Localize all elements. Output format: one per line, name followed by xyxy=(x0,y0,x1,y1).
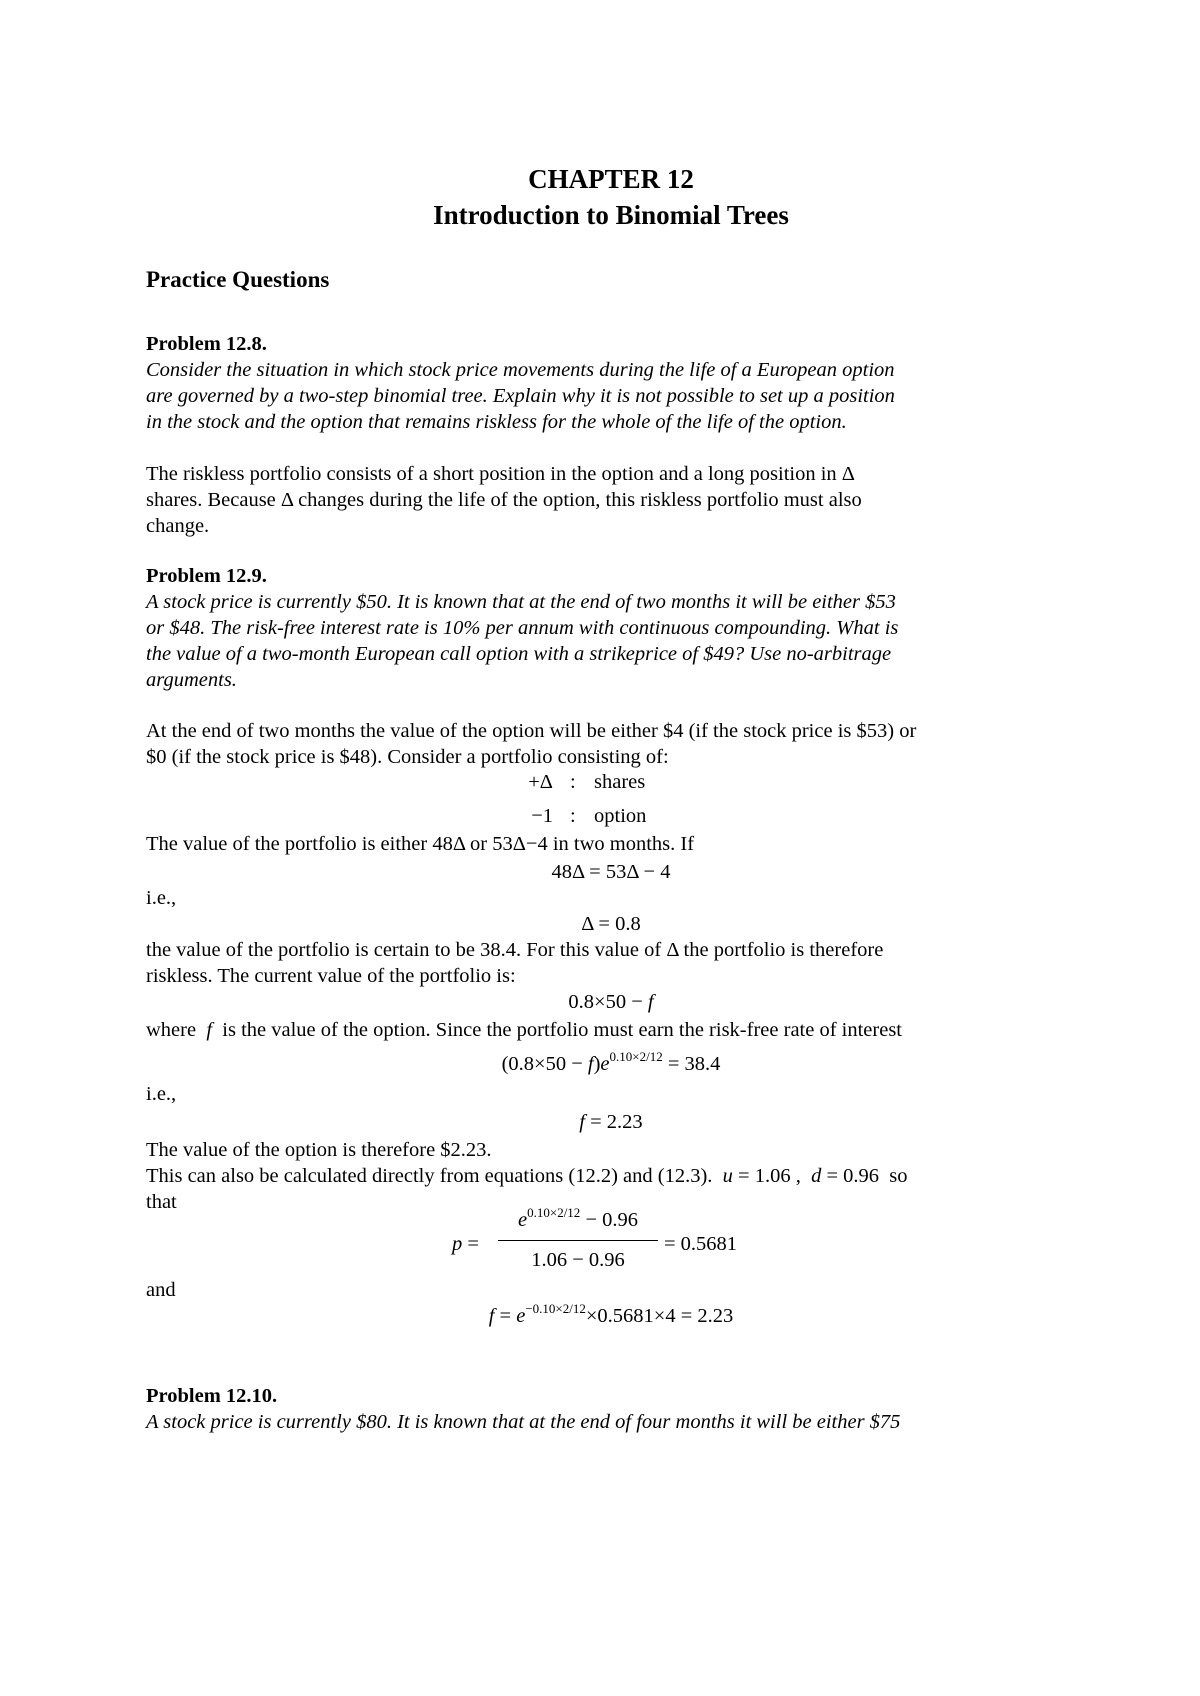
equation-delta-balance: 48Δ = 53Δ − 4 xyxy=(551,861,671,883)
problem-12-9-question-line: the value of a two-month European call option with a strikeprice of $49? Use no-arbitrage xyxy=(146,643,892,665)
problem-12-9-question-line: arguments. xyxy=(146,669,237,691)
portfolio-separator: : xyxy=(570,771,576,793)
chapter-title: Introduction to Binomial Trees xyxy=(433,200,789,230)
portfolio-shares-label: shares xyxy=(594,771,646,793)
portfolio-shares-qty: +Δ xyxy=(528,771,553,793)
fraction-bar xyxy=(498,1240,658,1241)
section-heading: Practice Questions xyxy=(146,267,330,292)
problem-12-9-answer-line: This can also be calculated directly from equations (12.2) and (12.3). u = 1.06 , d = 0.96 so xyxy=(146,1165,908,1187)
problem-12-9-answer-line: $0 (if the stock price is $48). Consider a portfolio consisting of: xyxy=(146,746,669,768)
problem-12-9-question-line: A stock price is currently $50. It is known that at the end of two months it will be either $53 xyxy=(146,591,896,613)
problem-12-8-question-line: in the stock and the option that remains riskless for the whole of the life of the option. xyxy=(146,411,847,433)
problem-12-9-answer-line: At the end of two months the value of the option will be either $4 (if the stock price is $53) or xyxy=(146,720,917,742)
fraction-denominator: 1.06 − 0.96 xyxy=(531,1249,625,1271)
equation-option-direct: $f = e^{-0.10\times 2/12}\times 0.5681\times 4 = 2.23$ xyxy=(488,1301,734,1327)
problem-12-10-heading: Problem 12.10. xyxy=(146,1385,278,1407)
problem-12-8-answer-line: shares. Because Δ changes during the life of the option, this riskless portfolio must also xyxy=(146,489,862,511)
chapter-number: CHAPTER 12 xyxy=(528,164,694,194)
portfolio-option-qty: −1 xyxy=(531,805,553,827)
problem-12-9-answer-line: that xyxy=(146,1191,177,1213)
problem-12-9-answer-line: the value of the portfolio is certain to be 38.4. For this value of Δ the portfolio is therefore xyxy=(146,939,884,961)
problem-12-9-heading: Problem 12.9. xyxy=(146,565,267,587)
fraction-numerator: $e^{0.10\times 2/12} - 0.96$ xyxy=(518,1205,638,1231)
problem-12-9-answer-line: riskless. The current value of the portfolio is: xyxy=(146,965,516,987)
portfolio-separator: : xyxy=(570,805,576,827)
problem-12-9-answer-line: The value of the option is therefore $2.23. xyxy=(146,1139,492,1161)
problem-12-8-question-line: Consider the situation in which stock price movements during the life of a European option xyxy=(146,359,895,381)
equation-option-value: f = 2.23 xyxy=(579,1111,643,1133)
portfolio-option-label: option xyxy=(594,805,647,827)
problem-12-8-answer-line: The riskless portfolio consists of a short position in the option and a long position in Δ xyxy=(146,463,855,485)
equation-riskfree-growth: $(0.8\times 50 - f)e^{0.10\times 2/12} = 38.4$ xyxy=(501,1049,721,1075)
ie-label: i.e., xyxy=(146,1083,177,1105)
problem-12-9-answer-line: The value of the portfolio is either 48Δ or 53Δ−4 in two months. If xyxy=(146,833,695,855)
equation-portfolio-value: 0.8×50 − f xyxy=(568,991,654,1013)
problem-12-10-question-line: A stock price is currently $80. It is known that at the end of four months it will be either $75 xyxy=(146,1411,901,1433)
problem-12-8-heading: Problem 12.8. xyxy=(146,333,267,355)
and-label: and xyxy=(146,1279,176,1301)
problem-12-8-question-line: are governed by a two-step binomial tree. Explain why it is not possible to set up a position xyxy=(146,385,895,407)
problem-12-8-answer-line: change. xyxy=(146,515,210,537)
fraction-value: = 0.5681 xyxy=(664,1233,738,1255)
ie-label: i.e., xyxy=(146,887,177,909)
problem-12-9-answer-line: where f is the value of the option. Since the portfolio must earn the risk-free rate of interest xyxy=(146,1019,902,1041)
problem-12-9-question-line: or $48. The risk-free interest rate is 10% per annum with continuous compounding. What is xyxy=(146,617,899,639)
equation-delta-value: Δ = 0.8 xyxy=(581,913,641,935)
